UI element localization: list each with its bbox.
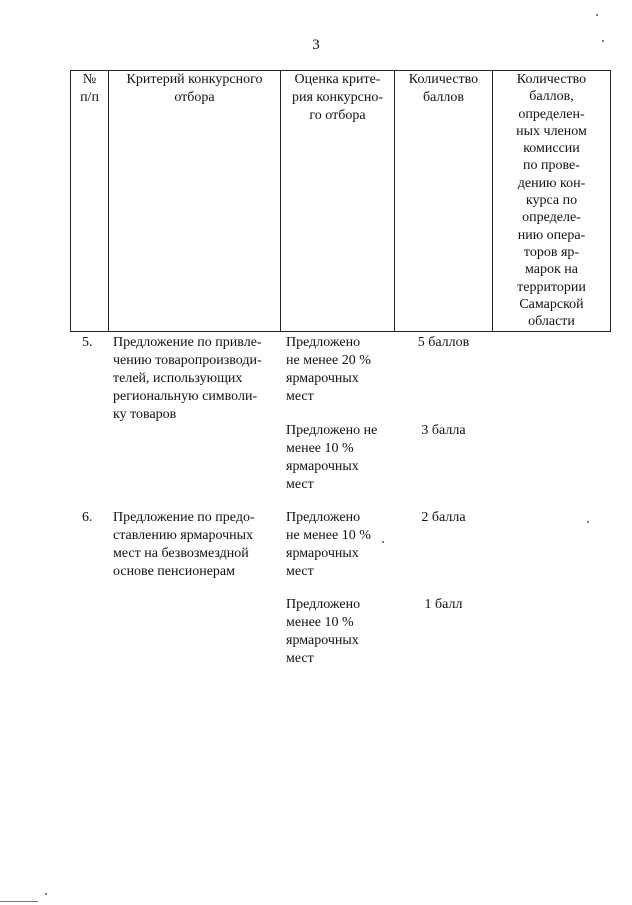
header-line: Критерий конкурсного	[126, 72, 263, 87]
header-line: го отбора	[309, 108, 366, 123]
header-line: марок на	[525, 262, 578, 278]
scan-speck	[602, 40, 604, 42]
header-bottom-border	[70, 331, 611, 332]
text-line: Предложение по привле-	[113, 335, 262, 350]
scan-speck	[45, 893, 47, 895]
header-line: дению кон-	[517, 175, 586, 191]
header-line: нию опера-	[517, 227, 586, 243]
scan-speck	[382, 541, 384, 543]
row-5-option-1-evaluation	[286, 334, 396, 406]
header-line: курса по	[525, 193, 578, 209]
text-line: ярмарочных	[286, 371, 359, 386]
scan-edge-mark	[0, 901, 38, 902]
row-6-number: 6.	[82, 510, 93, 525]
header-line: Количество	[516, 72, 587, 87]
column-divider-1	[108, 70, 109, 331]
text-line: ставлению ярмарочных	[113, 528, 254, 543]
header-evaluation	[281, 71, 394, 125]
header-points	[395, 71, 492, 107]
header-line: территории	[517, 279, 586, 295]
text-line: мест	[286, 651, 314, 666]
row-5-option-2-evaluation	[286, 422, 396, 494]
text-line: Предложено	[286, 335, 361, 350]
header-line: Количество	[408, 72, 479, 87]
text-line: не менее 20 %	[286, 353, 371, 368]
header-line: ных членом	[516, 123, 587, 139]
text-line: менее 10 %	[286, 615, 354, 630]
text-line: Предложение по предо-	[113, 510, 255, 525]
row-6-option-2-evaluation	[286, 596, 396, 668]
row-6-option-1-evaluation	[286, 509, 396, 581]
row-6-option-1-points: 2 балла	[421, 510, 466, 525]
table-left-border	[70, 70, 71, 331]
row-5-number: 5.	[82, 335, 93, 350]
header-line: Оценка крите-	[294, 72, 381, 87]
page-number: 3	[312, 37, 320, 53]
text-line: ярмарочных	[286, 633, 359, 648]
header-line: п/п	[80, 90, 99, 105]
text-line: мест	[286, 477, 314, 492]
row-5-option-1-points: 5 баллов	[417, 335, 470, 350]
row-5-option-2-points: 3 балла	[421, 423, 466, 438]
header-line: рия конкурсно-	[292, 90, 383, 105]
header-commission-points	[493, 71, 610, 330]
header-line: по прове-	[523, 158, 580, 174]
table-right-border	[610, 70, 611, 331]
row-6-option-2-points: 1 балл	[424, 597, 463, 612]
text-line: телей, использующих	[113, 371, 243, 386]
scan-speck	[587, 521, 589, 523]
text-line: мест	[286, 564, 314, 579]
row-5-criterion	[113, 334, 283, 424]
text-line: мест	[286, 389, 314, 404]
header-number	[71, 71, 108, 107]
header-line: баллов	[422, 90, 465, 105]
text-line: мест на безвозмездной	[113, 546, 249, 561]
text-line: Предложено	[286, 510, 361, 525]
header-line: баллов,	[529, 89, 574, 105]
text-line: ярмарочных	[286, 459, 359, 474]
header-line: определе-	[522, 210, 581, 226]
text-line: ку товаров	[113, 407, 177, 422]
header-line: определен-	[518, 106, 585, 122]
text-line: менее 10 %	[286, 441, 354, 456]
text-line: основе пенсионерам	[113, 564, 235, 579]
text-line: Предложено	[286, 597, 361, 612]
header-line: отбора	[174, 90, 215, 105]
header-line: торов яр-	[523, 244, 580, 260]
header-line: комиссии	[523, 141, 580, 157]
header-line: Самарской	[519, 296, 584, 312]
scan-speck	[596, 14, 598, 16]
header-line: №	[82, 72, 97, 87]
row-6-criterion	[113, 509, 283, 581]
text-line: чению товаропроизводи-	[113, 353, 262, 368]
header-criterion	[109, 71, 280, 107]
header-line: области	[528, 314, 575, 330]
text-line: ярмарочных	[286, 546, 359, 561]
text-line: не менее 10 %	[286, 528, 371, 543]
text-line: Предложено не	[286, 423, 378, 438]
text-line: региональную символи-	[113, 389, 258, 404]
column-divider-3	[394, 70, 395, 331]
